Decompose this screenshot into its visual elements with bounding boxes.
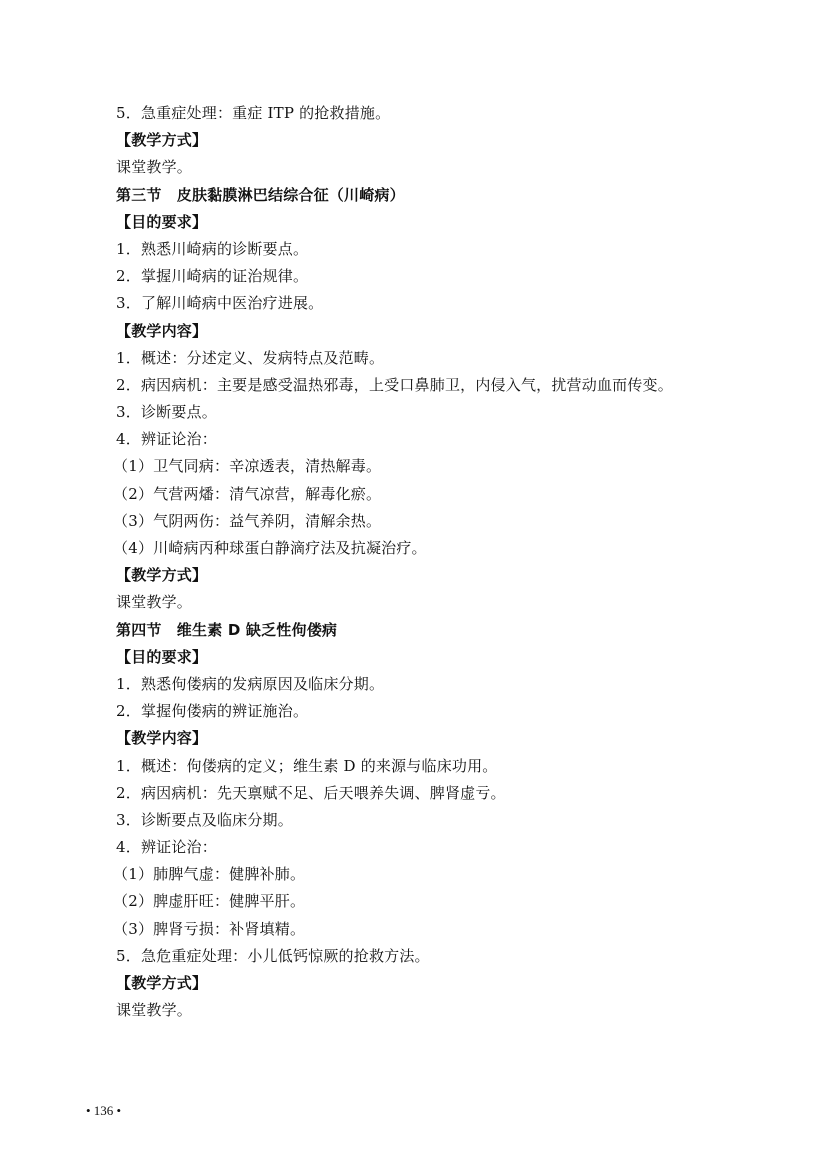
paragraph: 课堂教学。: [116, 593, 193, 612]
list-item: 1．熟悉佝偻病的发病原因及临床分期。: [116, 674, 385, 693]
sub-list-item: （4）川崎病丙种球蛋白静滴疗法及抗凝治疗。: [113, 539, 427, 557]
subsection-heading: 【教学方式】: [116, 131, 208, 150]
list-item: 2．掌握佝偻病的辨证施治。: [116, 702, 309, 721]
sub-list-item: （3）气阴两伤：益气养阴，清解余热。: [113, 511, 382, 530]
list-item: 5．急危重症处理：小儿低钙惊厥的抢救方法。: [116, 946, 430, 965]
sub-list-item: （1）卫气同病：辛凉透表，清热解毒。: [113, 457, 382, 476]
subsection-heading: 【目的要求】: [116, 212, 208, 231]
subsection-heading: 【教学内容】: [116, 729, 208, 748]
list-item: 1．熟悉川崎病的诊断要点。: [116, 239, 309, 258]
paragraph: 课堂教学。: [116, 1001, 193, 1020]
list-item: 5．急重症处理：重症 ITP 的抢救措施。: [116, 104, 391, 122]
list-item: 4．辨证论治：: [116, 838, 217, 857]
list-item: 2．掌握川崎病的证治规律。: [116, 267, 309, 286]
subsection-heading: 【教学内容】: [116, 321, 208, 340]
page-number: • 136 •: [86, 1103, 122, 1118]
paragraph: 课堂教学。: [116, 158, 193, 177]
subsection-heading: 【教学方式】: [116, 974, 208, 992]
list-item: 3．了解川崎病中医治疗进展。: [116, 294, 324, 313]
list-item: 2．病因病机：主要是感受温热邪毒，上受口鼻肺卫，内侵入气，扰营动血而传变。: [116, 375, 673, 394]
list-item: 3．诊断要点及临床分期。: [116, 810, 293, 829]
list-item: 4．辨证论治：: [116, 430, 217, 449]
sub-list-item: （2）脾虚肝旺：健脾平肝。: [113, 892, 306, 911]
list-item: 2．病因病机：先天禀赋不足、后天喂养失调、脾肾虚亏。: [116, 783, 506, 802]
sub-list-item: （2）气营两燔：清气凉营，解毒化瘀。: [113, 484, 382, 503]
list-item: 3．诊断要点。: [116, 403, 217, 422]
subsection-heading: 【目的要求】: [116, 647, 208, 666]
document-body: [113, 100, 776, 1024]
list-item: 1．概述：分述定义、发病特点及范畴。: [116, 348, 385, 367]
list-item: 1．概述：佝偻病的定义；维生素 D 的来源与临床功用。: [116, 756, 498, 775]
sub-list-item: （1）肺脾气虚：健脾补肺。: [113, 865, 306, 884]
sub-list-item: （3）脾肾亏损：补肾填精。: [113, 919, 306, 938]
subsection-heading: 【教学方式】: [116, 566, 208, 585]
section-heading: 第四节 维生素 D 缺乏性佝偻病: [116, 620, 338, 639]
section-heading: 第三节 皮肤黏膜淋巴结综合征（川崎病）: [116, 185, 405, 204]
